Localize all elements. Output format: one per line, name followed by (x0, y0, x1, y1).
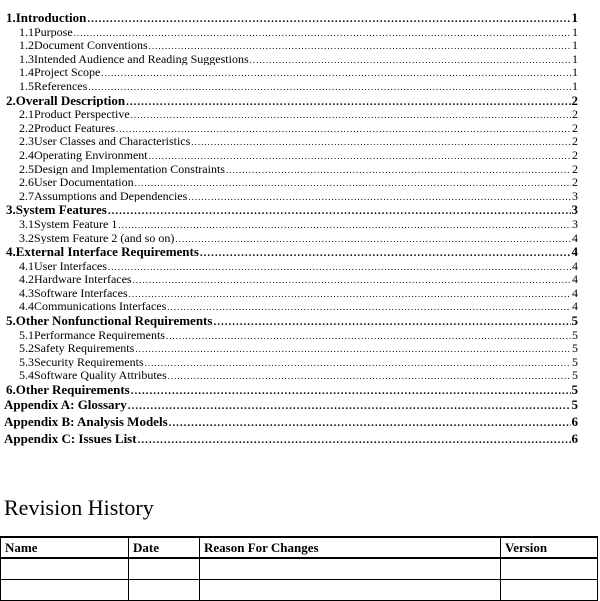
toc-subsection-entry[interactable] (0, 231, 578, 245)
toc-subsection-number: 5.1 (19, 327, 34, 342)
toc-page-number: 5 (571, 382, 578, 397)
toc-subsection-entry[interactable] (0, 341, 578, 355)
toc-page-number: 4 (572, 299, 578, 314)
revision-column-header: Date (129, 537, 200, 558)
toc-dot-leader (101, 69, 571, 78)
toc-page-number: 5 (571, 313, 578, 328)
toc-subsection-entry[interactable] (0, 259, 578, 273)
toc-page-number: 6 (571, 430, 578, 446)
toc-subsection-number: 1.5 (19, 78, 34, 93)
toc-section-entry[interactable] (0, 382, 578, 397)
toc-section-title: Other Nonfunctional Requirements (15, 313, 213, 328)
toc-dot-leader (175, 235, 571, 244)
toc-page-number: 5 (572, 368, 578, 383)
toc-page-number: 5 (572, 327, 578, 342)
toc-subsection-entry[interactable] (0, 217, 578, 231)
toc-subsection-title: System Feature 1 (34, 216, 118, 231)
toc-subsection-number: 1.1 (19, 24, 34, 39)
toc-subsection-number: 1.2 (19, 38, 34, 52)
toc-page-number: 4 (571, 244, 578, 259)
revision-table-cell[interactable] (129, 558, 200, 580)
toc-subsection-number: 2.1 (19, 107, 34, 121)
toc-dot-leader (108, 263, 571, 272)
toc-section-title: Introduction (15, 10, 87, 25)
toc-dot-leader (149, 42, 571, 51)
toc-dot-leader (169, 418, 571, 429)
toc-page-number: 5 (572, 341, 578, 355)
toc-page-number: 6 (571, 413, 578, 429)
toc-dot-leader (128, 401, 571, 412)
revision-table-row (1, 580, 598, 601)
table-of-contents (0, 10, 578, 448)
toc-subsection-entry[interactable] (0, 25, 578, 39)
revision-table-header-row (1, 537, 598, 558)
toc-subsection-number: 2.4 (19, 147, 34, 162)
toc-section-entry[interactable] (0, 313, 578, 328)
toc-subsection-title: Communications Interfaces (34, 299, 167, 314)
toc-subsection-entry[interactable] (0, 121, 578, 135)
toc-section-number: 3. (6, 202, 16, 217)
toc-subsection-title: Software Quality Attributes (34, 368, 167, 383)
toc-section-title: System Features (15, 202, 107, 217)
revision-column-header: Reason For Changes (200, 537, 501, 558)
revision-table-cell[interactable] (129, 580, 200, 601)
toc-subsection-title: User Classes and Characteristics (34, 134, 191, 148)
toc-subsection-number: 2.7 (19, 188, 34, 203)
toc-subsection-number: 4.1 (19, 258, 34, 273)
toc-appendix-entry[interactable] (0, 431, 578, 448)
toc-dot-leader (250, 56, 571, 65)
toc-dot-leader (126, 97, 570, 108)
toc-subsection-entry[interactable] (0, 189, 578, 203)
toc-page-number: 2 (572, 107, 578, 121)
toc-subsection-number: 1.4 (19, 65, 34, 79)
toc-page-number: 2 (572, 161, 578, 176)
toc-subsection-title: Purpose (34, 24, 73, 39)
toc-subsection-entry[interactable] (0, 134, 578, 148)
toc-dot-leader (226, 166, 571, 175)
toc-dot-leader (145, 359, 571, 368)
toc-dot-leader (188, 193, 571, 202)
toc-subsection-entry[interactable] (0, 299, 578, 313)
toc-subsection-entry[interactable] (0, 107, 578, 121)
toc-subsection-title: Assumptions and Dependencies (34, 188, 188, 203)
toc-dot-leader (167, 303, 571, 312)
toc-appendix-title: Appendix A: Glossary (4, 396, 127, 412)
toc-page-number: 2 (572, 120, 578, 135)
revision-table-cell[interactable] (501, 558, 598, 580)
revision-table-cell[interactable] (1, 558, 129, 580)
toc-subsection-title: Software Interfaces (34, 285, 128, 300)
toc-page-number: 4 (572, 272, 578, 286)
toc-subsection-title: Operating Environment (34, 147, 148, 162)
toc-section-entry[interactable] (0, 93, 578, 108)
toc-subsection-entry[interactable] (0, 162, 578, 176)
toc-page-number: 5 (571, 396, 578, 412)
toc-subsection-entry[interactable] (0, 272, 578, 286)
toc-dot-leader (191, 138, 571, 147)
toc-subsection-title: Security Requirements (34, 354, 144, 369)
toc-page-number: 2 (572, 134, 578, 148)
toc-subsection-title: Document Conventions (34, 38, 148, 52)
toc-dot-leader (131, 386, 571, 397)
toc-subsection-number: 3.1 (19, 216, 34, 231)
toc-subsection-entry[interactable] (0, 175, 578, 189)
toc-page-number: 2 (572, 147, 578, 162)
toc-dot-leader (131, 111, 571, 120)
toc-dot-leader (149, 152, 571, 161)
toc-subsection-number: 5.3 (19, 354, 34, 369)
toc-subsection-title: Design and Implementation Constraints (34, 161, 225, 176)
toc-subsection-number: 2.2 (19, 120, 34, 135)
toc-page-number: 3 (571, 202, 578, 217)
toc-subsection-entry[interactable] (0, 368, 578, 382)
toc-section-entry[interactable] (0, 10, 578, 25)
toc-subsection-number: 2.6 (19, 175, 34, 189)
toc-page-number: 1 (572, 24, 578, 39)
toc-dot-leader (87, 14, 570, 25)
toc-subsection-title: User Interfaces (34, 258, 107, 273)
toc-dot-leader (108, 206, 571, 217)
toc-section-title: External Interface Requirements (15, 244, 199, 259)
toc-section-number: 6. (6, 382, 16, 397)
toc-dot-leader (166, 332, 571, 341)
toc-subsection-entry[interactable] (0, 52, 578, 66)
toc-subsection-title: User Documentation (34, 175, 134, 189)
toc-subsection-entry[interactable] (0, 38, 578, 52)
toc-section-number: 4. (6, 244, 16, 259)
toc-appendix-entry[interactable] (0, 414, 578, 431)
toc-dot-leader (168, 372, 571, 381)
toc-subsection-title: Performance Requirements (34, 327, 165, 342)
toc-page-number: 1 (572, 78, 578, 93)
toc-subsection-entry[interactable] (0, 355, 578, 369)
toc-section-entry[interactable] (0, 202, 578, 217)
toc-subsection-number: 2.3 (19, 134, 34, 148)
toc-subsection-title: Intended Audience and Reading Suggestions (34, 51, 249, 66)
revision-column-header: Name (1, 537, 129, 558)
toc-appendix-entry[interactable] (0, 397, 578, 414)
revision-table-cell[interactable] (501, 580, 598, 601)
toc-subsection-title: System Feature 2 (and so on) (34, 230, 175, 245)
toc-dot-leader (138, 435, 571, 446)
toc-subsection-title: References (34, 78, 88, 93)
revision-table-cell[interactable] (1, 580, 129, 601)
toc-dot-leader (116, 125, 571, 134)
toc-section-number: 1. (6, 10, 16, 25)
toc-subsection-number: 5.4 (19, 368, 34, 383)
toc-subsection-number: 2.5 (19, 161, 34, 176)
toc-subsection-title: Project Scope (34, 65, 101, 79)
toc-dot-leader (74, 29, 571, 38)
toc-page-number: 4 (572, 230, 578, 245)
toc-subsection-number: 1.3 (19, 51, 34, 66)
toc-page-number: 1 (571, 10, 578, 25)
toc-page-number: 3 (572, 216, 578, 231)
toc-subsection-entry[interactable] (0, 328, 578, 342)
revision-column-header: Version (501, 537, 598, 558)
toc-subsection-title: Product Perspective (34, 107, 130, 121)
toc-subsection-title: Product Features (34, 120, 115, 135)
toc-dot-leader (88, 83, 571, 92)
toc-section-title: Overall Description (15, 92, 126, 108)
revision-history-title: Revision History (4, 495, 154, 520)
toc-page-number: 1 (572, 38, 578, 52)
toc-subsection-number: 4.2 (19, 272, 34, 286)
toc-section-number: 2. (6, 92, 16, 108)
toc-page-number: 5 (572, 354, 578, 369)
toc-page-number: 3 (572, 188, 578, 203)
toc-page-number: 4 (572, 258, 578, 273)
toc-subsection-entry[interactable] (0, 65, 578, 79)
revision-table-cell[interactable] (200, 558, 501, 580)
revision-table-row (1, 558, 598, 580)
toc-dot-leader (133, 276, 571, 285)
revision-history-table (0, 536, 598, 601)
toc-page-number: 1 (572, 51, 578, 66)
toc-page-number: 1 (572, 65, 578, 79)
toc-page-number: 2 (572, 175, 578, 189)
toc-subsection-entry[interactable] (0, 79, 578, 93)
toc-subsection-number: 4.3 (19, 285, 34, 300)
toc-subsection-number: 4.4 (19, 299, 34, 314)
toc-dot-leader (135, 179, 571, 188)
toc-subsection-number: 3.2 (19, 230, 34, 245)
toc-subsection-entry[interactable] (0, 286, 578, 300)
revision-table-cell[interactable] (200, 580, 501, 601)
toc-appendix-title: Appendix B: Analysis Models (4, 413, 168, 429)
toc-section-title: Other Requirements (15, 382, 130, 397)
toc-section-entry[interactable] (0, 244, 578, 259)
toc-dot-leader (129, 290, 571, 299)
toc-dot-leader (213, 317, 570, 328)
toc-subsection-title: Safety Requirements (34, 341, 135, 355)
toc-appendix-title: Appendix C: Issues List (4, 430, 137, 446)
toc-dot-leader (118, 221, 571, 230)
toc-subsection-number: 5.2 (19, 341, 34, 355)
toc-section-number: 5. (6, 313, 16, 328)
toc-dot-leader (200, 248, 571, 259)
toc-subsection-entry[interactable] (0, 148, 578, 162)
toc-page-number: 4 (572, 285, 578, 300)
toc-subsection-title: Hardware Interfaces (34, 272, 132, 286)
toc-page-number: 2 (571, 92, 578, 108)
toc-dot-leader (135, 345, 571, 354)
